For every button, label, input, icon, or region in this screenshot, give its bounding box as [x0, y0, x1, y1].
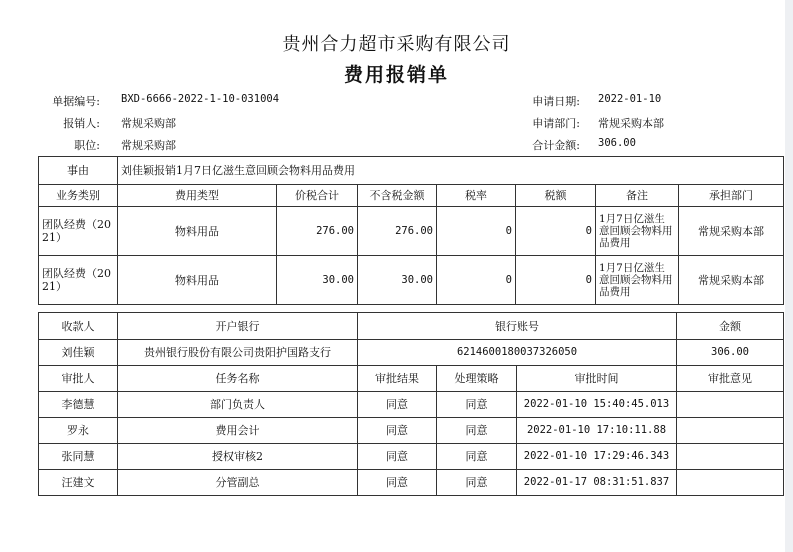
time-cell: 2022-01-17 08:31:51.837: [517, 470, 677, 496]
time-cell: 2022-01-10 15:40:45.013: [517, 392, 677, 418]
apply-dept-value: 常规采购本部: [598, 117, 664, 130]
result-cell: 同意: [358, 418, 437, 444]
apply-date-label: 申请日期:: [532, 95, 580, 108]
applicant-value: 常规采购部: [121, 117, 176, 130]
col-header: 金额: [677, 313, 784, 340]
payment-approval-table: [38, 312, 784, 496]
type-cell: 物料用品: [118, 207, 277, 256]
applicant-label: 报销人:: [63, 117, 100, 130]
reason-label: 事由: [39, 157, 118, 185]
col-header: 处理策略: [437, 366, 517, 392]
col-header: 开户银行: [118, 313, 358, 340]
approver-cell: 罗永: [39, 418, 118, 444]
note-cell: 1月7日亿滋生意回顾会物料用品费用: [596, 207, 679, 256]
reason-row: [39, 157, 784, 185]
payment-row: [39, 340, 784, 366]
col-header: 价税合计: [277, 185, 358, 207]
approver-cell: 李德慧: [39, 392, 118, 418]
total-cell: 276.00: [277, 207, 358, 256]
dept-cell: 常规采购本部: [679, 207, 784, 256]
col-header: 收款人: [39, 313, 118, 340]
result-cell: 同意: [358, 470, 437, 496]
category-cell: 团队经费（2021）: [39, 207, 118, 256]
expense-table: [38, 156, 784, 305]
total-cell: 30.00: [277, 256, 358, 305]
amount-cell: 306.00: [677, 340, 784, 366]
opinion-cell: [677, 470, 784, 496]
col-header: 税率: [437, 185, 516, 207]
time-cell: 2022-01-10 17:29:46.343: [517, 444, 677, 470]
time-cell: 2022-01-10 17:10:11.88: [517, 418, 677, 444]
form-title: 费用报销单: [343, 64, 449, 86]
task-cell: 费用会计: [118, 418, 358, 444]
col-header: 银行账号: [358, 313, 677, 340]
note-cell: 1月7日亿滋生意回顾会物料用品费用: [596, 256, 679, 305]
strategy-cell: 同意: [437, 418, 517, 444]
col-header: 不含税金额: [358, 185, 437, 207]
approval-row: [39, 418, 784, 444]
account-cell: 6214600180037326050: [358, 340, 677, 366]
approval-header-row: [39, 366, 784, 392]
total-label: 合计金额:: [532, 139, 580, 152]
expense-header-row: [39, 185, 784, 207]
col-header: 审批意见: [677, 366, 784, 392]
bank-cell: 贵州银行股份有限公司贵阳护国路支行: [118, 340, 358, 366]
payee-cell: 刘佳颖: [39, 340, 118, 366]
doc-no-label: 单据编号:: [52, 95, 100, 108]
company-name: 贵州合力超市采购有限公司: [282, 34, 511, 55]
task-cell: 部门负责人: [118, 392, 358, 418]
category-cell: 团队经费（2021）: [39, 256, 118, 305]
approver-cell: 汪建文: [39, 470, 118, 496]
strategy-cell: 同意: [437, 444, 517, 470]
doc-no-value: BXD-6666-2022-1-10-031004: [121, 93, 280, 105]
col-header: 费用类型: [118, 185, 277, 207]
approval-row: [39, 392, 784, 418]
col-header: 审批结果: [358, 366, 437, 392]
total-value: 306.00: [598, 137, 636, 149]
opinion-cell: [677, 444, 784, 470]
rate-cell: 0: [437, 207, 516, 256]
dept-cell: 常规采购本部: [679, 256, 784, 305]
approval-row: [39, 470, 784, 496]
pretax-cell: 30.00: [358, 256, 437, 305]
approver-cell: 张同慧: [39, 444, 118, 470]
approval-row: [39, 444, 784, 470]
opinion-cell: [677, 418, 784, 444]
strategy-cell: 同意: [437, 392, 517, 418]
col-header: 审批时间: [517, 366, 677, 392]
expense-row: [39, 256, 784, 305]
apply-date-value: 2022-01-10: [598, 93, 662, 105]
col-header: 业务类别: [39, 185, 118, 207]
col-header: 备注: [596, 185, 679, 207]
col-header: 任务名称: [118, 366, 358, 392]
type-cell: 物料用品: [118, 256, 277, 305]
result-cell: 同意: [358, 392, 437, 418]
pretax-cell: 276.00: [358, 207, 437, 256]
result-cell: 同意: [358, 444, 437, 470]
rate-cell: 0: [437, 256, 516, 305]
col-header: 承担部门: [679, 185, 784, 207]
strategy-cell: 同意: [437, 470, 517, 496]
position-value: 常规采购部: [121, 139, 176, 152]
apply-dept-label: 申请部门:: [532, 117, 580, 130]
col-header: 审批人: [39, 366, 118, 392]
col-header: 税额: [516, 185, 596, 207]
tax-cell: 0: [516, 207, 596, 256]
opinion-cell: [677, 392, 784, 418]
expense-row: [39, 207, 784, 256]
task-cell: 授权审核2: [118, 444, 358, 470]
position-label: 职位:: [74, 139, 100, 152]
payment-header-row: [39, 313, 784, 340]
tax-cell: 0: [516, 256, 596, 305]
task-cell: 分管副总: [118, 470, 358, 496]
reason-value: 刘佳颖报销1月7日亿滋生意回顾会物料用品费用: [118, 157, 784, 185]
